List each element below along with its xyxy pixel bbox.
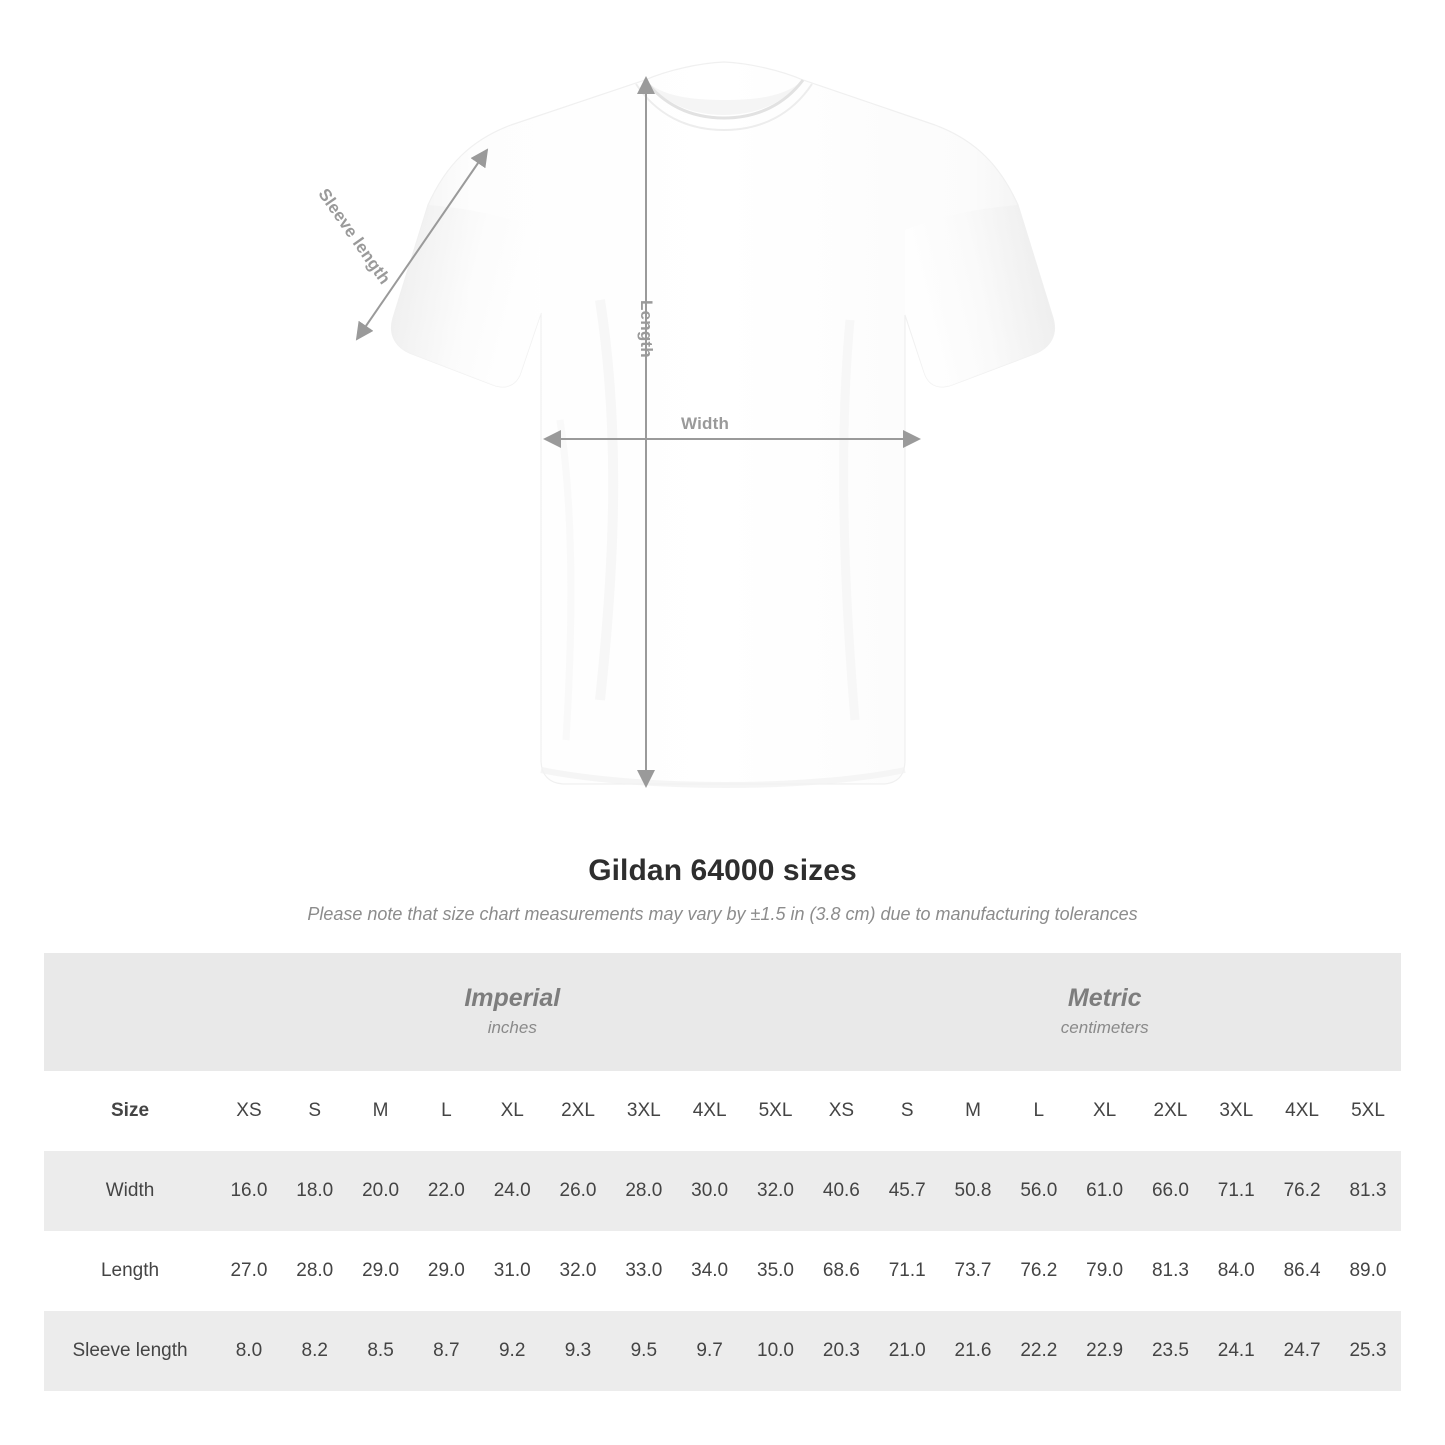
unit-header-metric (808, 953, 1401, 1071)
size-header-cell: M (372, 1100, 389, 1121)
table-cell: 16.0 (230, 1180, 268, 1201)
size-header-cell: 5XL (1351, 1100, 1385, 1121)
size-chart-table-wrapper (44, 953, 1401, 1391)
table-cell: 29.0 (362, 1260, 400, 1281)
table-row (44, 1151, 1401, 1231)
table-cell: 81.3 (1349, 1180, 1387, 1201)
table-cell: 28.0 (296, 1260, 334, 1281)
table-cell: 32.0 (757, 1180, 794, 1201)
size-header-cell: S (900, 1100, 914, 1121)
table-cell: 71.1 (1217, 1180, 1255, 1201)
size-chart-table (44, 953, 1401, 1391)
row-label-length: Length (100, 1260, 160, 1281)
width-label: Width (681, 414, 730, 433)
table-cell: 35.0 (757, 1260, 794, 1281)
table-cell: 84.0 (1217, 1260, 1255, 1281)
size-header-cell: L (1033, 1100, 1045, 1121)
size-header-cell: 3XL (1219, 1100, 1254, 1121)
unit-header-spacer (44, 953, 216, 1071)
table-cell: 33.0 (625, 1260, 663, 1281)
table-cell: 24.7 (1283, 1340, 1321, 1361)
row-label-sleeve-length: Sleeve length (72, 1340, 188, 1361)
size-header-cell: 3XL (626, 1100, 661, 1121)
table-cell: 23.5 (1151, 1340, 1189, 1361)
size-header-cell: L (441, 1100, 452, 1121)
table-cell: 9.7 (696, 1340, 723, 1361)
table-row (44, 1311, 1401, 1391)
table-cell: 45.7 (888, 1180, 926, 1201)
table-cell: 76.2 (1283, 1180, 1321, 1201)
table-cell: 40.6 (822, 1180, 860, 1201)
table-cell: 25.3 (1349, 1340, 1387, 1361)
table-cell: 10.0 (757, 1340, 794, 1361)
size-header-row (44, 1071, 1401, 1151)
size-header-cell: XL (500, 1100, 524, 1121)
table-cell: 50.8 (954, 1180, 992, 1201)
table-cell: 30.0 (691, 1180, 729, 1201)
sleeve-length-label: Sleeve length (314, 185, 395, 288)
table-cell: 8.7 (433, 1340, 460, 1361)
unit-sub-metric: centimeters (1060, 1018, 1149, 1038)
table-cell: 56.0 (1020, 1180, 1058, 1201)
table-cell: 26.0 (559, 1180, 597, 1201)
table-cell: 8.2 (301, 1340, 328, 1361)
table-cell: 79.0 (1086, 1260, 1124, 1281)
table-cell: 68.6 (822, 1260, 860, 1281)
page-title: Gildan 64000 sizes (588, 854, 857, 887)
table-cell: 76.2 (1020, 1260, 1058, 1281)
unit-name-imperial: Imperial (464, 983, 561, 1012)
table-cell: 20.3 (822, 1340, 860, 1361)
table-cell: 61.0 (1086, 1180, 1124, 1201)
table-cell: 18.0 (296, 1180, 334, 1201)
table-cell: 8.0 (235, 1340, 263, 1361)
title-block (0, 854, 1445, 925)
row-label-width: Width (105, 1180, 155, 1201)
size-header-cell: 2XL (1153, 1100, 1188, 1121)
table-cell: 20.0 (362, 1180, 400, 1201)
size-header-cell: S (308, 1100, 322, 1121)
size-header-cell: 2XL (561, 1100, 595, 1121)
table-cell: 22.0 (427, 1180, 465, 1201)
table-cell: 73.7 (954, 1260, 992, 1281)
table-cell: 34.0 (691, 1260, 729, 1281)
table-cell: 81.3 (1151, 1260, 1189, 1281)
unit-name-metric: Metric (1067, 983, 1142, 1012)
table-cell: 22.9 (1086, 1340, 1124, 1361)
table-cell: 29.0 (427, 1260, 465, 1281)
table-cell: 9.5 (630, 1340, 658, 1361)
unit-sub-imperial: inches (487, 1018, 537, 1038)
table-cell: 89.0 (1349, 1260, 1387, 1281)
size-header-cell: 5XL (758, 1100, 793, 1121)
table-cell: 21.0 (888, 1340, 926, 1361)
size-header-cell: 4XL (1285, 1100, 1319, 1121)
table-cell: 21.6 (954, 1340, 992, 1361)
tolerance-note: Please note that size chart measurements may vary by ±1.5 in (3.8 cm) due to manufacturing tolerances (307, 904, 1138, 924)
table-cell: 86.4 (1283, 1260, 1321, 1281)
size-header-cell: XS (828, 1100, 855, 1121)
unit-header-imperial (216, 953, 808, 1071)
table-cell: 22.2 (1020, 1340, 1058, 1361)
length-label: Length (637, 300, 656, 358)
table-cell: 8.5 (367, 1340, 394, 1361)
table-cell: 9.2 (498, 1340, 526, 1361)
table-cell: 27.0 (230, 1260, 268, 1281)
table-cell: 9.3 (564, 1340, 592, 1361)
table-cell: 31.0 (493, 1260, 531, 1281)
size-header-cell: 4XL (692, 1100, 727, 1121)
table-cell: 71.1 (888, 1260, 926, 1281)
table-cell: 24.1 (1217, 1340, 1255, 1361)
table-cell: 28.0 (625, 1180, 663, 1201)
table-cell: 24.0 (493, 1180, 531, 1201)
size-header-cell: XS (236, 1100, 262, 1121)
size-header-cell: M (965, 1100, 981, 1121)
table-row (44, 1231, 1401, 1311)
unit-header-row (44, 953, 1401, 1071)
table-cell: 32.0 (559, 1260, 597, 1281)
size-header-label: Size (111, 1100, 150, 1121)
table-cell: 66.0 (1151, 1180, 1189, 1201)
size-header-cell: XL (1093, 1100, 1117, 1121)
